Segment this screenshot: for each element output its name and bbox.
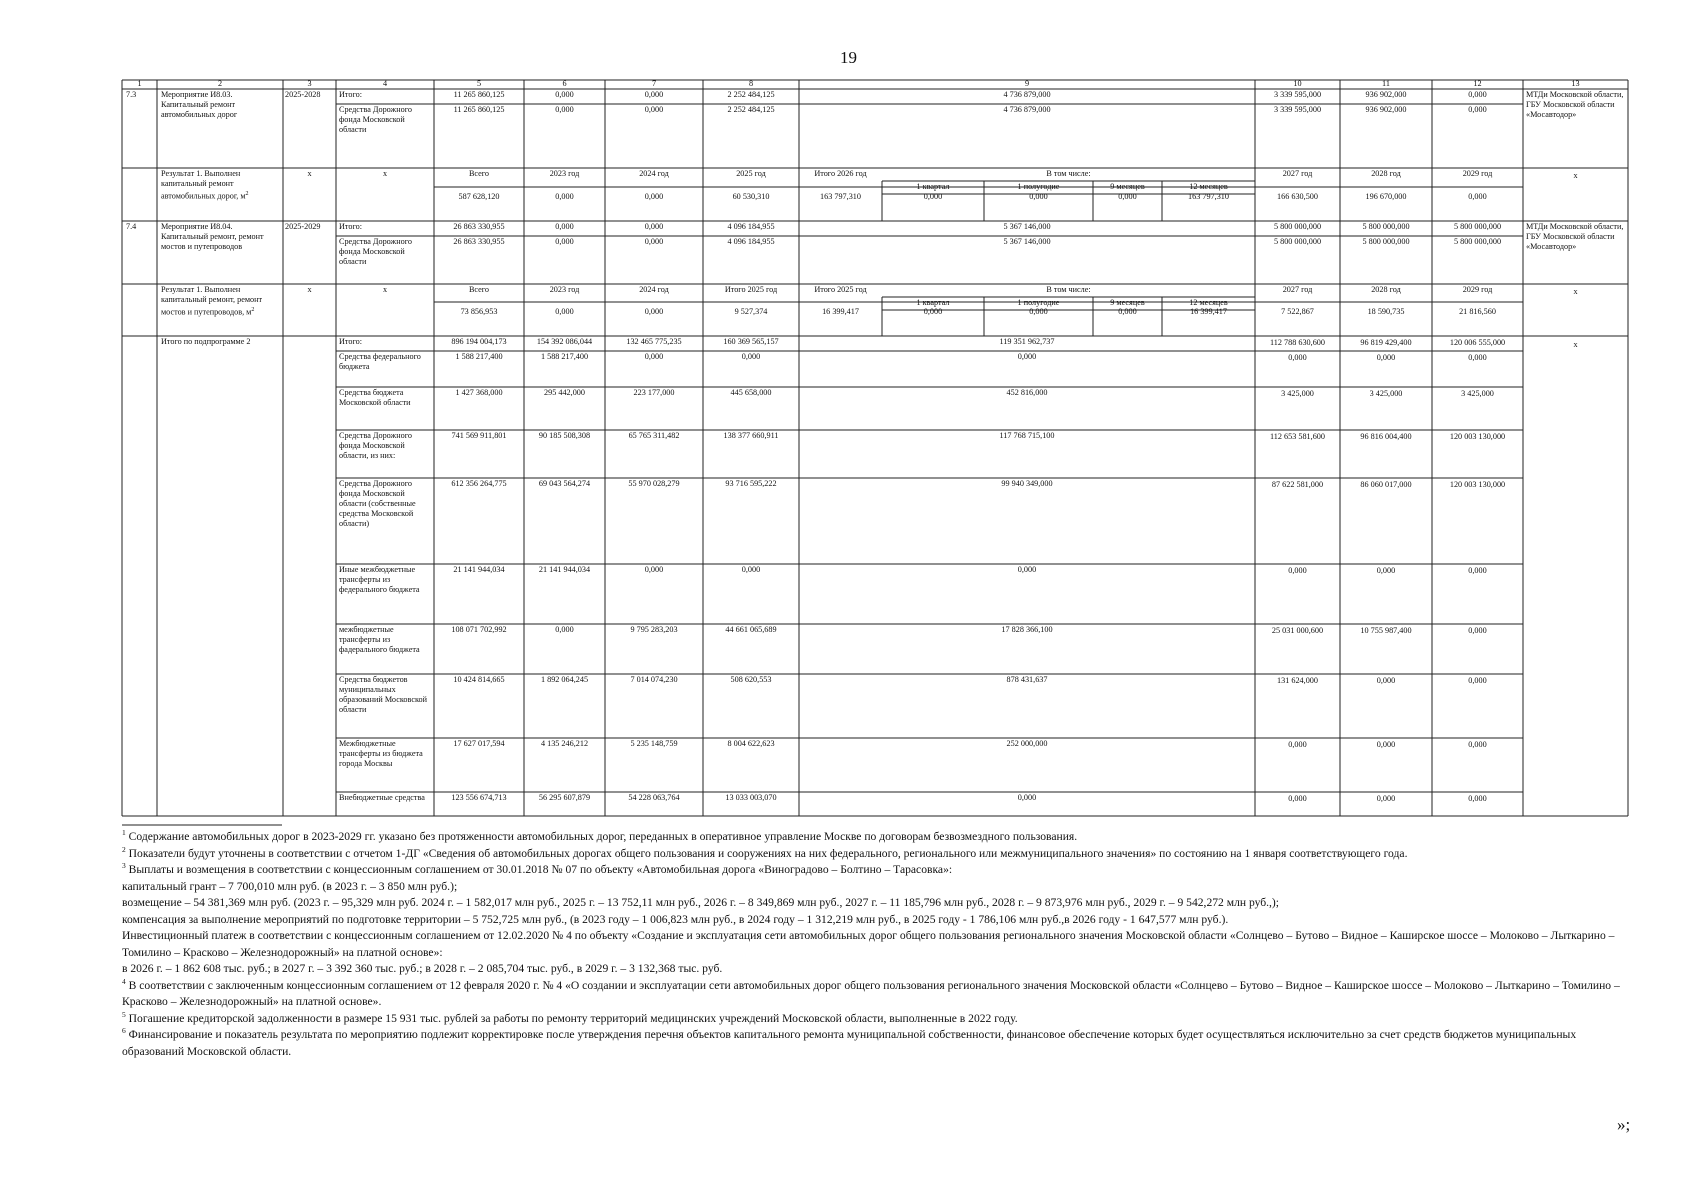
amount-cell: 252 000,000 — [1006, 739, 1048, 748]
funding-source: межбюджетные трансферты из фадерального бюджета — [339, 625, 420, 654]
amount-cell: 11 265 860,125 — [453, 105, 505, 114]
amount-cell: 13 033 003,070 — [725, 793, 777, 802]
amount-cell: 56 295 607,879 — [538, 793, 591, 802]
amount-cell: 119 351 962,737 — [999, 337, 1055, 346]
footnote-line: $^4$ В соответствии с заключенным концессионным соглашением от 12 февраля 2020 г. № 4 «О создании и эксплуатации сети автомобильных дорог общего пользования регионального значения Московской области «Солнцево – Бутово – Видное – Каширское шоссе – Молоково – Лыткарино – Томилино – Красково – Железнодорожный» на платной основе». — [122, 976, 1620, 1008]
amount-cell: 25 031 000,600 — [1271, 626, 1324, 635]
result-value: 587 628,120 — [458, 192, 500, 201]
amount-cell: 160 369 565,157 — [723, 337, 779, 346]
column-number: 5 — [476, 79, 482, 88]
result-name: Результат 1. Выполнен капитальный ремонт автомобильных дорог, $м^2$ — [161, 169, 249, 201]
funding-source: Итого: — [339, 222, 362, 231]
amount-cell: 0,000 — [1468, 566, 1487, 575]
amount-cell: 86 060 017,000 — [1360, 480, 1412, 489]
marker-x: x — [382, 169, 388, 178]
amount-cell: 10 424 814,665 — [453, 675, 505, 684]
amount-cell: 0,000 — [644, 105, 664, 114]
amount-cell: 3 339 595,000 — [1273, 90, 1322, 99]
amount-cell: 741 569 911,801 — [451, 431, 507, 440]
amount-cell: 132 465 775,235 — [626, 337, 682, 346]
amount-cell: 0,000 — [644, 352, 664, 361]
amount-cell: 123 556 674,713 — [451, 793, 507, 802]
amount-cell: 0,000 — [1288, 566, 1307, 575]
funding-source: Межбюджетные трансферты из бюджета города Москвы — [339, 739, 423, 768]
amount-cell: 295 442,000 — [544, 388, 585, 397]
amount-cell: 5 800 000,000 — [1273, 237, 1322, 246]
period-header: 1 полугодие — [1017, 182, 1060, 191]
amount-cell: 4 736 879,000 — [1003, 90, 1051, 99]
activity-period: 2025-2028 — [285, 90, 321, 99]
period-header: 12 месяцев — [1189, 182, 1228, 191]
funding-source: Средства федерального бюджета — [339, 352, 421, 371]
result-value: 0,000 — [1118, 192, 1137, 201]
amount-cell: 54 228 063,764 — [628, 793, 680, 802]
funding-source: Средства Дорожного фонда Московской области — [339, 237, 412, 266]
footnote-line: капитальный грант – 7 700,010 млн руб. (в 2023 г. – 3 850 млн руб.); — [122, 879, 458, 893]
footnote-line: Инвестиционный платеж в соответствии с концессионным соглашением от 12.02.2020 № 4 по объекту «Создание и эксплуатация сети автомобильных дорог общего пользования регионального значения Московской области «Солнцево – Бутово – Видное – Каширское шоссе – Молоково – Лыткарино – Томилино – Красково – Железнодорожный» на платной основе»: — [122, 929, 1615, 959]
amount-cell: 3 425,000 — [1461, 389, 1494, 398]
funding-source: Итого: — [339, 90, 362, 99]
amount-cell: 3 339 595,000 — [1273, 105, 1322, 114]
amount-cell: 5 235 148,759 — [630, 739, 678, 748]
funding-source: Итого: — [339, 337, 362, 346]
amount-cell: 0,000 — [1288, 353, 1307, 362]
amount-cell: 0,000 — [1376, 566, 1396, 575]
amount-cell: 1 427 368,000 — [455, 388, 503, 397]
amount-cell: 508 620,553 — [730, 675, 772, 684]
amount-cell: 0,000 — [1468, 105, 1487, 114]
amount-cell: 8 004 622,623 — [727, 739, 775, 748]
amount-cell: 69 043 564,274 — [538, 479, 591, 488]
amount-cell: 0,000 — [555, 90, 574, 99]
amount-cell: 131 624,000 — [1277, 676, 1318, 685]
amount-cell: 90 185 508,308 — [538, 431, 591, 440]
amount-cell: 0,000 — [555, 625, 574, 634]
amount-cell: 26 863 330,955 — [453, 237, 505, 246]
year-header: 2024 год — [639, 285, 669, 294]
amount-cell: 5 800 000,000 — [1362, 222, 1410, 231]
including-header: В том числе: — [1046, 285, 1091, 294]
activity-period: 2025-2029 — [285, 222, 321, 231]
amount-cell: 154 392 086,044 — [536, 337, 593, 346]
executor: МТДи Московской области, ГБУ Московской области «Мосавтодор» — [1526, 222, 1624, 251]
funding-source: Средства Дорожного фонда Московской области (собственные средства Московской области) — [339, 479, 416, 528]
amount-cell: 1 588 217,400 — [540, 352, 589, 361]
amount-cell: 138 377 660,911 — [723, 431, 779, 440]
amount-cell: 0,000 — [644, 237, 664, 246]
amount-cell: 2 252 484,125 — [727, 90, 775, 99]
amount-cell: 120 003 130,000 — [1449, 480, 1506, 489]
footnote-marker: 1 — [122, 828, 126, 837]
amount-cell: 44 661 065,689 — [725, 625, 777, 634]
footnote-marker: 4 — [122, 976, 126, 986]
year-header: 2023 год — [549, 285, 580, 294]
amount-cell: 5 367 146,000 — [1003, 222, 1051, 231]
year-header: Итого 2025 год — [814, 285, 867, 294]
executor: МТДи Московской области, ГБУ Московской области «Мосавтодор» — [1526, 90, 1624, 119]
amount-cell: 445 658,000 — [730, 388, 772, 397]
amount-cell: 112 788 630,600 — [1270, 338, 1325, 347]
amount-cell: 0,000 — [1468, 794, 1487, 803]
result-value: 16 399,417 — [1190, 307, 1227, 316]
amount-cell: 0,000 — [555, 222, 574, 231]
column-number: 9 — [1024, 79, 1030, 88]
funding-source: Внебюджетные средства — [339, 793, 425, 802]
amount-cell: 0,000 — [1017, 793, 1037, 802]
result-value: 0,000 — [1118, 307, 1137, 316]
marker-x: x — [307, 285, 312, 294]
year-header: 2025 год — [736, 169, 766, 178]
funding-source: Средства бюджетов муниципальных образований Московской области — [339, 675, 428, 714]
amount-cell: 936 902,000 — [1365, 90, 1407, 99]
result-value: 7 522,867 — [1281, 307, 1314, 316]
amount-cell: 21 141 944,034 — [453, 565, 505, 574]
activity-name: Мероприятие И8.04. Капитальный ремонт, ремонт мостов и путепроводов — [161, 222, 264, 251]
footnote-marker: 6 — [122, 1026, 126, 1035]
column-number: 2 — [217, 79, 223, 88]
year-header: 2023 год — [549, 169, 580, 178]
period-header: 12 месяцев — [1189, 298, 1228, 307]
marker-x: x — [1573, 287, 1578, 296]
amount-cell: 0,000 — [1017, 352, 1037, 361]
amount-cell: 223 177,000 — [633, 388, 675, 397]
column-number: 11 — [1382, 79, 1390, 88]
footnote-line: $^2$ Показатели будут уточнены в соответствии с отчетом 1-ДГ «Сведения об автомобильных дорогах общего пользования и сооружениях на них федерального, регионального или межмуниципального значения» по состоянию на 1 января соответствующего года. — [122, 844, 1408, 860]
amount-cell: 93 716 595,222 — [725, 479, 777, 488]
amount-cell: 0,000 — [644, 565, 664, 574]
column-number: 8 — [748, 79, 754, 88]
amount-cell: 896 194 004,173 — [451, 337, 507, 346]
period-header: 9 месяцев — [1110, 182, 1145, 191]
period-header: 1 квартал — [916, 298, 950, 307]
period-header: 1 квартал — [916, 182, 950, 191]
amount-cell: 17 627 017,594 — [453, 739, 505, 748]
result-value: 16 399,417 — [822, 307, 859, 316]
amount-cell: 0,000 — [741, 565, 761, 574]
amount-cell: 5 800 000,000 — [1273, 222, 1322, 231]
result-value: 0,000 — [1029, 307, 1048, 316]
amount-cell: 0,000 — [1017, 565, 1037, 574]
result-value: 0,000 — [644, 192, 664, 201]
result-value: 0,000 — [555, 307, 574, 316]
result-value: 0,000 — [923, 307, 943, 316]
amount-cell: 0,000 — [644, 222, 664, 231]
amount-cell: 108 071 702,992 — [451, 625, 507, 634]
amount-cell: 120 003 130,000 — [1449, 432, 1506, 441]
result-value: 73 856,953 — [460, 307, 498, 316]
year-header: 2024 год — [639, 169, 669, 178]
amount-cell: 21 141 944,034 — [538, 565, 591, 574]
amount-cell: 0,000 — [1376, 676, 1396, 685]
row-number: 7.3 — [126, 90, 137, 99]
column-number: 1 — [137, 79, 142, 88]
column-number: 6 — [562, 79, 567, 88]
result-value: 18 590,735 — [1367, 307, 1405, 316]
row-number: 7.4 — [126, 222, 137, 231]
amount-cell: 4 096 184,955 — [727, 237, 775, 246]
amount-cell: 0,000 — [1288, 794, 1307, 803]
amount-cell: 0,000 — [1468, 626, 1487, 635]
result-value: 163 797,310 — [1188, 192, 1229, 201]
amount-cell: 3 425,000 — [1369, 389, 1403, 398]
column-number: 13 — [1571, 79, 1580, 88]
amount-cell: 1 892 064,245 — [540, 675, 589, 684]
year-header: 2027 год — [1282, 169, 1313, 178]
year-header: Всего — [468, 169, 490, 178]
footnote-line: компенсация за выполнение мероприятий по подготовке территории – 5 752,725 млн руб., (в 2023 году – 1 006,823 млн руб., в 2024 году – 1 312,219 млн руб., в 2025 году - 1 786,106 млн руб.,в 2026 году - 1 647,577 млн руб.). — [122, 912, 1229, 926]
amount-cell: 65 765 311,482 — [628, 431, 680, 440]
column-number: 4 — [382, 79, 388, 88]
amount-cell: 1 588 217,400 — [455, 352, 503, 361]
superscript: 2 — [245, 191, 249, 197]
amount-cell: 2 252 484,125 — [727, 105, 775, 114]
marker-x: x — [1573, 171, 1578, 180]
funding-source: Средства Дорожного фонда Московской области — [339, 105, 412, 134]
footnote-marker: 2 — [122, 844, 126, 854]
amount-cell: 4 135 246,212 — [540, 739, 589, 748]
result-value: 196 670,000 — [1365, 192, 1407, 201]
activity-name: Мероприятие И8.03. Капитальный ремонт автомобильных дорог — [161, 90, 238, 119]
year-header: 2029 год — [1462, 285, 1493, 294]
amount-cell: 0,000 — [1468, 676, 1487, 685]
page-number: 19 — [840, 48, 857, 67]
year-header: 2028 год — [1371, 169, 1401, 178]
amount-cell: 878 431,637 — [1006, 675, 1048, 684]
result-value: 166 630,500 — [1277, 192, 1318, 201]
footnote-marker: 5 — [122, 1009, 126, 1019]
funding-source: Иные межбюджетные трансферты из федерального бюджета — [339, 565, 420, 594]
result-value: 163 797,310 — [820, 192, 861, 201]
amount-cell: 4 096 184,955 — [727, 222, 775, 231]
result-value: 0,000 — [644, 307, 664, 316]
amount-cell: 55 970 028,279 — [628, 479, 680, 488]
marker-x: x — [1573, 340, 1578, 349]
footnote-line: возмещение – 54 381,369 млн руб. (2023 г. – 95,329 млн руб. 2024 г. – 1 582,017 млн руб., 2025 г. – 13 752,11 млн руб., 2026 г. – 8 349,869 млн руб., 2027 г. – 11 185,796 млн руб., 2028 г. – 9 873,976 млн руб., 2029 г. – 9 542,272 млн руб.,); — [122, 896, 1280, 909]
closing-mark: »; — [1617, 1115, 1631, 1134]
amount-cell: 96 819 429,400 — [1360, 338, 1412, 347]
amount-cell: 10 755 987,400 — [1360, 626, 1412, 635]
including-header: В том числе: — [1046, 169, 1091, 178]
marker-x: x — [382, 285, 388, 294]
amount-cell: 112 653 581,600 — [1270, 432, 1325, 441]
amount-cell: 936 902,000 — [1365, 105, 1407, 114]
amount-cell: 0,000 — [555, 105, 574, 114]
year-header: 2027 год — [1282, 285, 1313, 294]
amount-cell: 9 795 283,203 — [630, 625, 678, 634]
amount-cell: 0,000 — [1468, 353, 1487, 362]
amount-cell: 5 800 000,000 — [1362, 237, 1410, 246]
amount-cell: 120 006 555,000 — [1449, 338, 1506, 347]
amount-cell: 117 768 715,100 — [999, 431, 1055, 440]
period-header: 9 месяцев — [1110, 298, 1145, 307]
footnote-marker: 3 — [122, 861, 126, 870]
amount-cell: 612 356 264,775 — [451, 479, 507, 488]
footnote-line: $^1$ Содержание автомобильных дорог в 2023-2029 гг. указано без протяженности автомобильных дорог, переданных в оперативное управление Москве по договорам безвозмездного пользования. — [122, 828, 1078, 843]
footnote-line: $^5$ Погашение кредиторской задолженности в размере 15 931 тыс. рублей за работы по ремонту территорий медицинских учреждений Московской области, выполненные в 2022 году. — [122, 1009, 1018, 1025]
result-value: 60 530,310 — [732, 192, 770, 201]
amount-cell: 3 425,000 — [1281, 389, 1314, 398]
year-header: Всего — [468, 285, 490, 294]
column-number: 12 — [1473, 79, 1482, 88]
amount-cell: 4 736 879,000 — [1003, 105, 1051, 114]
amount-cell: 0,000 — [1468, 90, 1487, 99]
footnote-line: в 2026 г. – 1 862 608 тыс. руб.; в 2027 г. – 3 392 360 тыс. руб.; в 2028 г. – 2 085,704 тыс. руб., в 2029 г. – 3 132,368 тыс. руб. — [122, 962, 723, 975]
column-number: 3 — [307, 79, 312, 88]
result-value: 0,000 — [1029, 192, 1048, 201]
amount-cell: 0,000 — [644, 90, 664, 99]
year-header: 2028 год — [1371, 285, 1401, 294]
funding-source: Средства бюджета Московской области — [339, 388, 411, 407]
result-value: 21 816,560 — [1459, 307, 1496, 316]
funding-source: Средства Дорожного фонда Московской области, из них: — [339, 431, 412, 460]
result-value: 0,000 — [555, 192, 574, 201]
result-value: 0,000 — [923, 192, 943, 201]
amount-cell: 0,000 — [555, 237, 574, 246]
period-header: 1 полугодие — [1017, 298, 1060, 307]
amount-cell: 87 622 581,000 — [1271, 480, 1324, 489]
footnote-line: $^3$ Выплаты и возмещения в соответствии с концессионным соглашением от 30.01.2018 № 07 по объекту «Автомобильная дорога «Виноградово – Болтино – Тарасовка»: — [122, 861, 953, 876]
amount-cell: 7 014 074,230 — [630, 675, 678, 684]
amount-cell: 26 863 330,955 — [453, 222, 505, 231]
year-header: Итого 2026 год — [814, 169, 867, 178]
amount-cell: 0,000 — [1288, 740, 1307, 749]
amount-cell: 11 265 860,125 — [453, 90, 505, 99]
result-value: 0,000 — [1468, 192, 1487, 201]
amount-cell: 0,000 — [1468, 740, 1487, 749]
footnotes — [122, 829, 1627, 1060]
amount-cell: 452 816,000 — [1006, 388, 1048, 397]
amount-cell: 5 800 000,000 — [1453, 237, 1502, 246]
amount-cell: 5 800 000,000 — [1453, 222, 1502, 231]
year-header: Итого 2025 год — [724, 285, 778, 294]
amount-cell: 17 828 366,100 — [1001, 625, 1053, 634]
amount-cell: 0,000 — [1376, 794, 1396, 803]
amount-cell: 0,000 — [741, 352, 761, 361]
amount-cell: 96 816 004,400 — [1360, 432, 1412, 441]
column-number: 10 — [1293, 79, 1302, 88]
result-name: Результат 1. Выполнен капитальный ремонт, ремонт мостов и путепроводов, $м^2$ — [161, 285, 263, 317]
result-value: 9 527,374 — [734, 307, 768, 316]
marker-x: x — [307, 169, 312, 178]
superscript: 2 — [251, 307, 255, 313]
subprogram-total-label: Итого по подпрограмме 2 — [161, 337, 251, 346]
amount-cell: 0,000 — [1376, 353, 1396, 362]
footnote-line: $^6$ Финансирование и показатель результата по мероприятию подлежит корректировке после утверждения перечня объектов капитального ремонта муниципальной собственности, финансовое обеспечение которых будет осуществляться исключительно за счет средств бюджетов муниципальных образований Московской области. — [122, 1026, 1577, 1058]
amount-cell: 5 367 146,000 — [1003, 237, 1051, 246]
column-number: 7 — [651, 79, 657, 88]
amount-cell: 99 940 349,000 — [1001, 479, 1053, 488]
year-header: 2029 год — [1462, 169, 1493, 178]
amount-cell: 0,000 — [1376, 740, 1396, 749]
